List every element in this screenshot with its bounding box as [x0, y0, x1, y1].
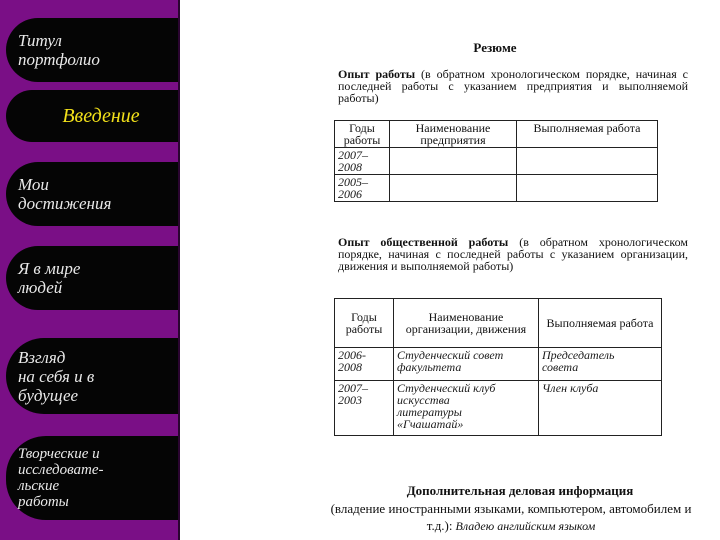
- cell-org: [390, 175, 517, 202]
- social-heading-bold: Опыт общественной работы: [338, 235, 509, 249]
- work-table: [334, 120, 658, 202]
- work-heading-text: (в обратном хронологическом порядке, начиная с последней работы с указанием предприятия и выполняемой работы): [338, 67, 688, 105]
- social-table: [334, 298, 662, 436]
- nav-item-self-view[interactable]: [6, 338, 178, 414]
- table-row: [335, 348, 662, 381]
- table-row: [335, 381, 662, 436]
- page-title: Резюме: [473, 40, 517, 55]
- nav-item-label: Творческие и исследовате- льские работы: [18, 446, 104, 510]
- additional-info-text: [330, 500, 692, 535]
- nav-item-achievements[interactable]: [6, 162, 178, 226]
- cell-job: Член клуба: [539, 381, 662, 436]
- cell-job: [517, 175, 658, 202]
- sidebar-divider: [178, 0, 180, 540]
- nav-item-creative-works[interactable]: [6, 436, 178, 520]
- table-header-row: [335, 299, 662, 348]
- nav-item-label: Я в мире людей: [18, 259, 81, 297]
- cell-org: Студенческий клуб искусства литературы «Гчашатай»: [394, 381, 539, 436]
- column-header: Годы работы: [335, 121, 390, 148]
- social-heading: [338, 236, 688, 272]
- table-header-row: [335, 121, 658, 148]
- table-row: [335, 148, 658, 175]
- nav-item-intro[interactable]: [6, 90, 178, 142]
- cell-org: Студенческий совет факультета: [394, 348, 539, 381]
- nav-item-label: Мои достижения: [18, 175, 112, 213]
- column-header: Наименование организации, движения: [394, 299, 539, 348]
- nav-item-me-in-world[interactable]: [6, 246, 178, 310]
- cell-job: Председатель совета: [539, 348, 662, 381]
- cell-years: 2005– 2006: [335, 175, 390, 202]
- nav-item-label: Введение: [62, 104, 140, 127]
- cell-job: [517, 148, 658, 175]
- column-header: Годы работы: [335, 299, 394, 348]
- nav-item-label: Взгляд на себя и в будущее: [18, 347, 95, 405]
- work-heading-bold: Опыт работы: [338, 67, 416, 81]
- column-header: Наименование предприятия: [390, 121, 517, 148]
- cell-years: 2007– 2008: [335, 148, 390, 175]
- resume-document: [330, 0, 692, 540]
- cell-org: [390, 148, 517, 175]
- social-heading-text: (в обратном хронологическом порядке, начиная с последней работы с указанием организации, движения и выполняемой работы): [338, 235, 688, 273]
- cell-years: 2006- 2008: [335, 348, 394, 381]
- cell-years: 2007– 2003: [335, 381, 394, 436]
- additional-info-description: (владение иностранными языками, компьютером, автомобилем и т.д.):: [330, 501, 692, 533]
- work-heading: [338, 68, 688, 104]
- table-row: [335, 175, 658, 202]
- additional-info-answer: Владею английским языком: [452, 519, 596, 533]
- sidebar-nav: [0, 0, 180, 540]
- column-header: Выполняемая работа: [517, 121, 658, 148]
- nav-item-title[interactable]: [6, 18, 178, 82]
- additional-info-title: Дополнительная деловая информация: [406, 483, 634, 498]
- nav-item-label: Титул портфолио: [18, 31, 100, 69]
- column-header: Выполняемая работа: [539, 299, 662, 348]
